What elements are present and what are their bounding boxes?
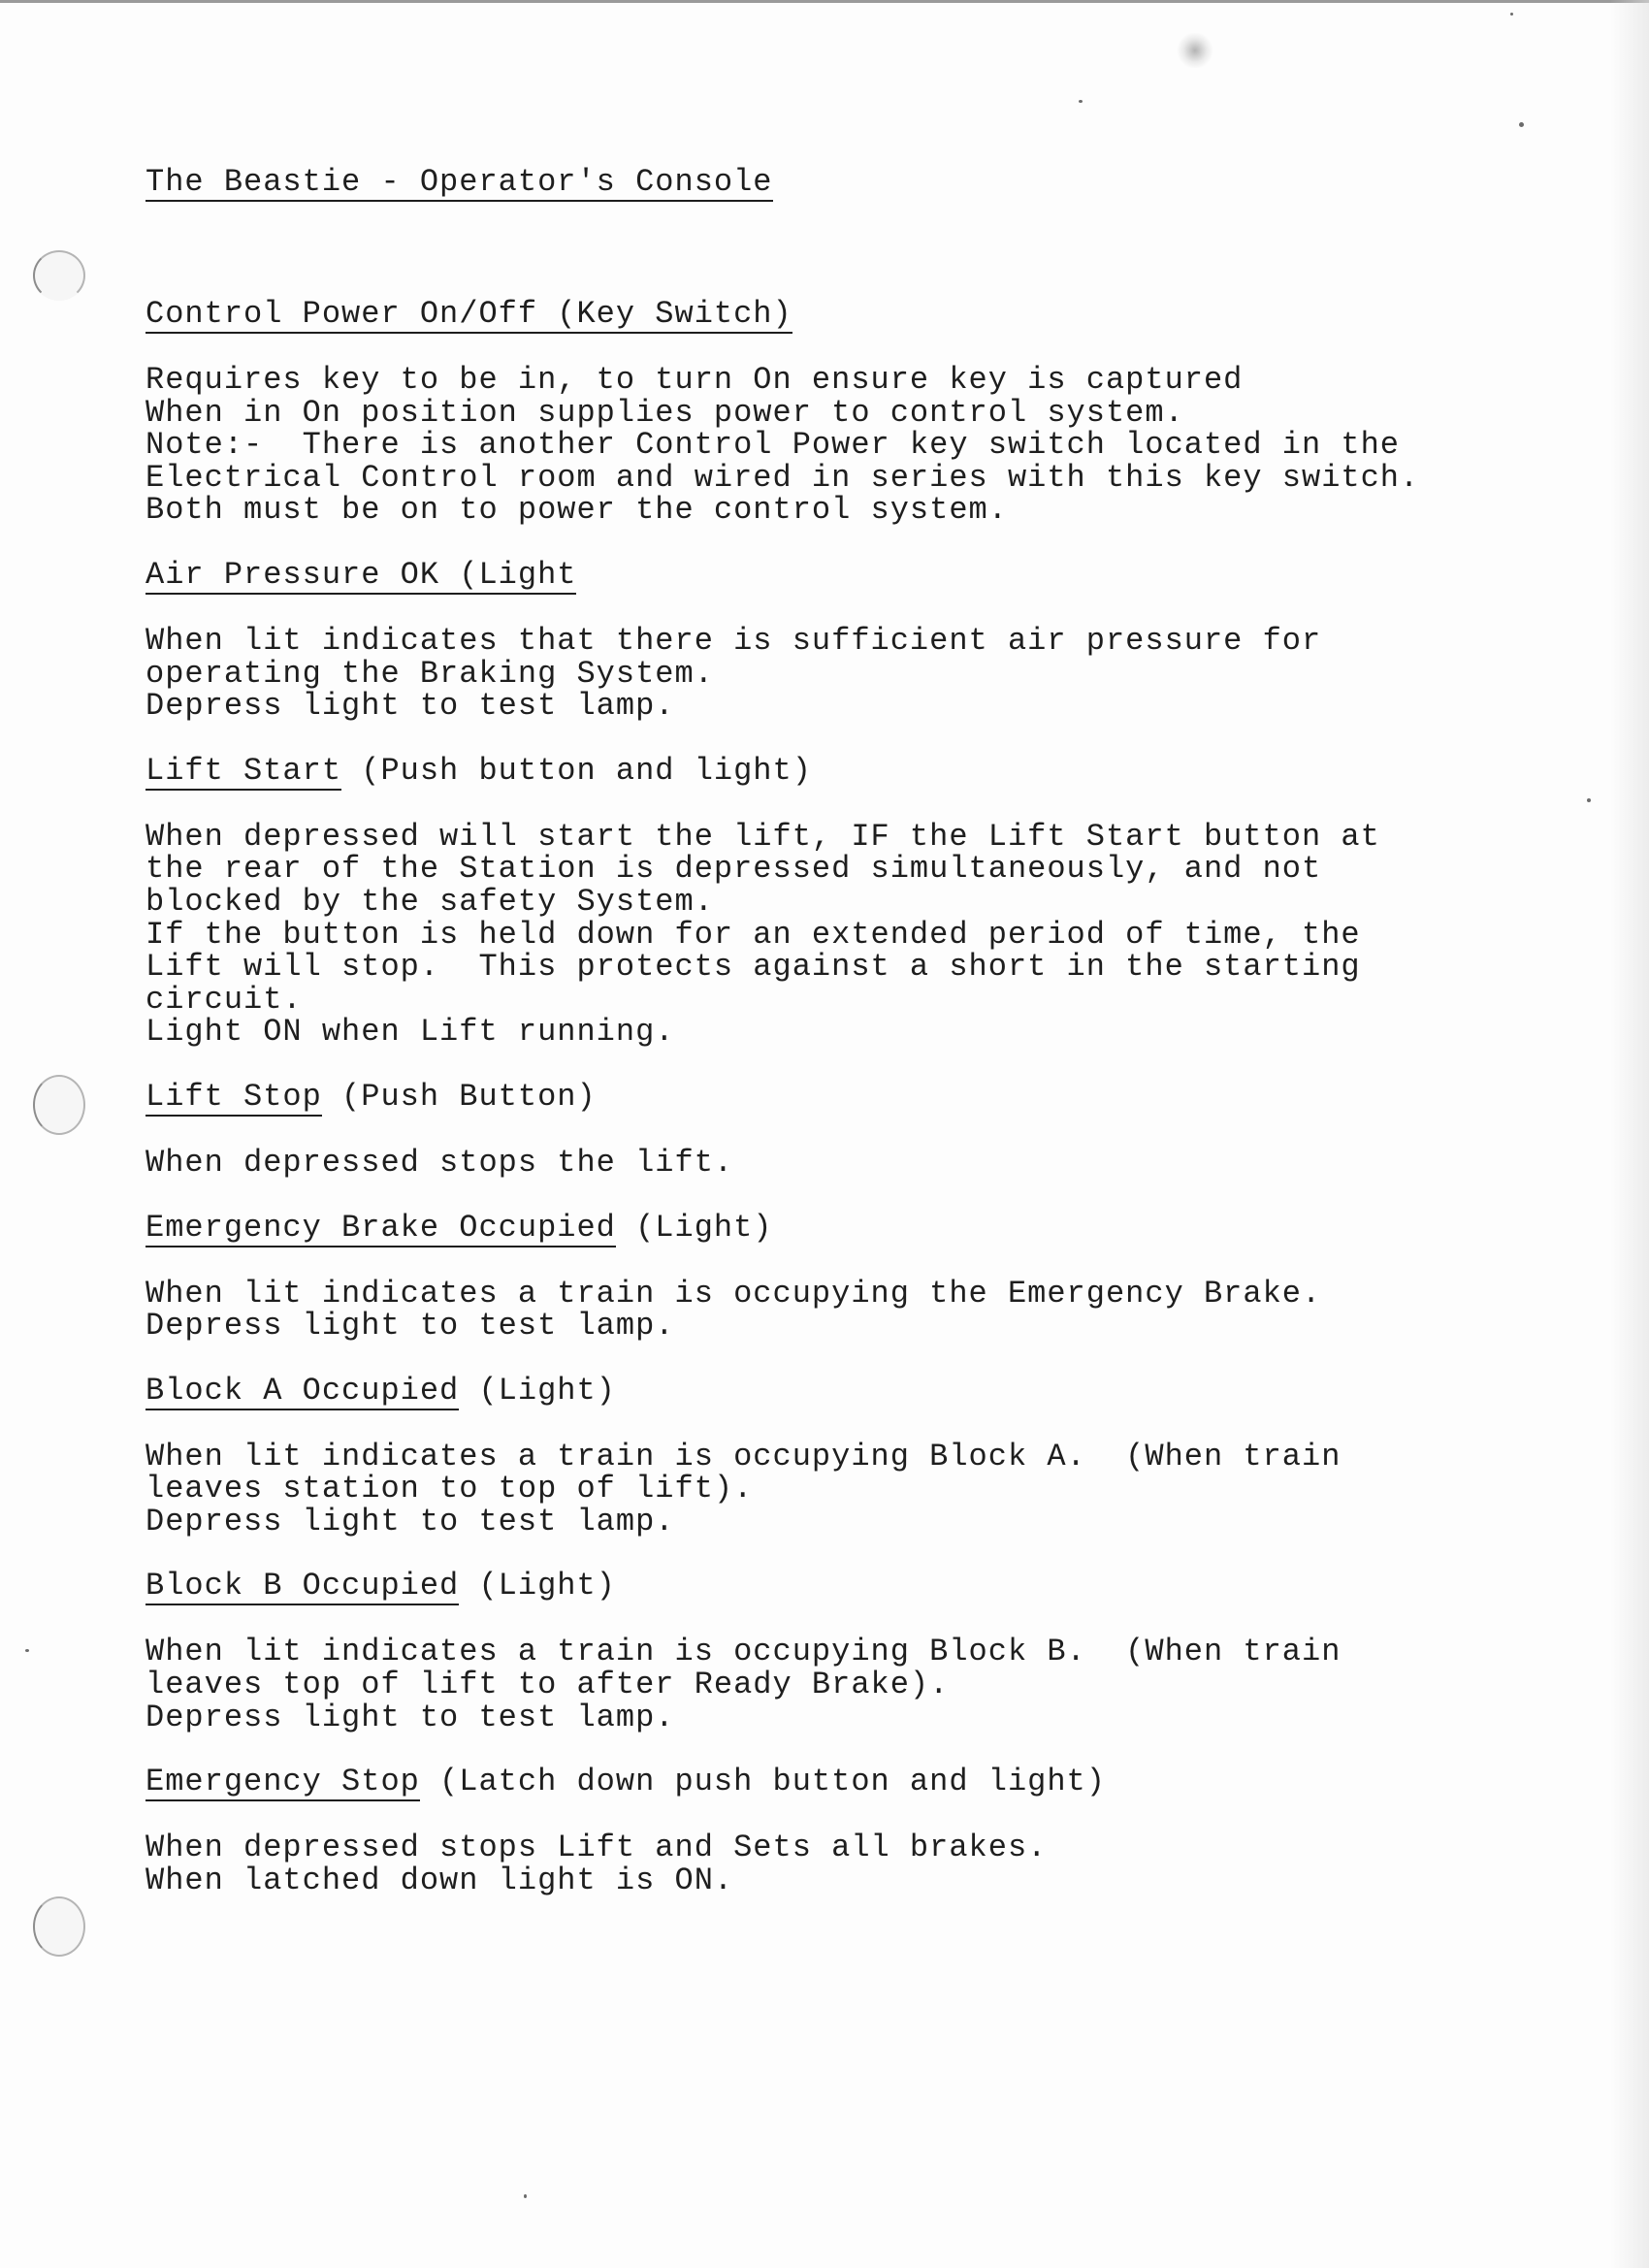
document-title: The Beastie - Operator's Console: [146, 164, 773, 200]
description-line: Electrical Control room and wired in series with this key switch.: [146, 459, 1420, 496]
section-description: [146, 364, 1484, 527]
section-heading-qualifier: (Light): [615, 1209, 773, 1246]
description-line: operating the Braking System.: [146, 655, 714, 692]
section-heading-text: Emergency Stop: [146, 1764, 420, 1800]
description-line: Both must be on to power the control system.: [146, 492, 1008, 529]
document-body: [146, 165, 1484, 1896]
description-line: circuit.: [146, 981, 303, 1018]
scan-speck: [1510, 13, 1513, 16]
description-line: When lit indicates a train is occupying the Emergency Brake.: [146, 1275, 1322, 1312]
scan-speck: [524, 2194, 527, 2198]
section-description: [146, 1275, 1484, 1345]
section-heading: [146, 1080, 1484, 1115]
sections-container: [146, 297, 1484, 1896]
section-heading-text: Block A Occupied: [146, 1372, 460, 1409]
description-line: leaves station to top of lift).: [146, 1471, 754, 1507]
section-heading-text: Lift Start: [146, 752, 342, 789]
description-line: When depressed stops the lift.: [146, 1144, 734, 1181]
section-heading-qualifier: (Light): [459, 1568, 616, 1604]
description-line: the rear of the Station is depressed simultaneously, and not: [146, 851, 1322, 888]
section-description: [146, 1636, 1484, 1733]
punch-hole-middle: [33, 1075, 85, 1135]
description-line: Depress light to test lamp.: [146, 688, 675, 725]
description-line: When depressed stops Lift and Sets all brakes.: [146, 1830, 1048, 1866]
description-line: Depress light to test lamp.: [146, 1308, 675, 1345]
section-heading-qualifier: (Latch down push button and light): [419, 1764, 1106, 1800]
section-heading-text: Control Power On/Off (Key Switch): [146, 296, 792, 332]
section: [146, 1569, 1484, 1733]
section-heading: [146, 558, 1484, 593]
section-heading-text: Air Pressure OK (Light: [146, 556, 577, 593]
section-heading: [146, 1374, 1484, 1409]
section-heading-qualifier: (Light): [459, 1372, 616, 1409]
section-description: [146, 1438, 1484, 1539]
description-line: Depress light to test lamp.: [146, 1699, 675, 1735]
section-description: [146, 1831, 1484, 1896]
section: [146, 558, 1484, 723]
scan-smudge: [1176, 33, 1214, 68]
description-line: Light ON when Lift running.: [146, 1014, 675, 1051]
description-line: When lit indicates a train is occupying Block B. (When train: [146, 1634, 1342, 1670]
section-description: [146, 622, 1484, 725]
section: [146, 754, 1484, 1049]
section: [146, 1080, 1484, 1180]
description-line: When lit indicates that there is sufficient air pressure for: [146, 622, 1322, 659]
description-line: Depress light to test lamp.: [146, 1503, 675, 1539]
description-line: When lit indicates a train is occupying Block A. (When train: [146, 1438, 1342, 1474]
page-right-shadow: [1610, 0, 1649, 2268]
section-heading: [146, 754, 1484, 789]
section-heading-text: Block B Occupied: [146, 1568, 460, 1604]
description-line: Lift will stop. This protects against a short in the starting: [146, 949, 1361, 986]
section-heading-text: Lift Stop: [146, 1078, 322, 1115]
section-heading: [146, 297, 1484, 332]
description-line: blocked by the safety System.: [146, 883, 714, 920]
description-line: leaves top of lift to after Ready Brake).: [146, 1667, 950, 1703]
section-description: [146, 1144, 1484, 1181]
scan-speck: [1079, 100, 1083, 103]
section: [146, 1374, 1484, 1539]
section-heading: [146, 1211, 1484, 1246]
section-heading: [146, 1569, 1484, 1604]
scan-speck: [25, 1649, 29, 1652]
scan-speck: [1519, 122, 1524, 127]
description-line: Requires key to be in, to turn On ensure key is captured: [146, 362, 1244, 398]
description-line: Note:- There is another Control Power key switch located in the: [146, 427, 1400, 464]
punch-hole-top: [33, 250, 85, 301]
description-line: When depressed will start the lift, IF the Lift Start button at: [146, 818, 1380, 855]
section: [146, 297, 1484, 527]
section: [146, 1211, 1484, 1343]
description-line: When in On position supplies power to control system.: [146, 394, 1184, 431]
section-heading-qualifier: (Push button and light): [341, 752, 812, 789]
section-heading: [146, 1765, 1484, 1799]
section-heading-text: Emergency Brake Occupied: [146, 1209, 616, 1246]
section-heading-qualifier: (Push Button): [321, 1078, 597, 1115]
description-line: When latched down light is ON.: [146, 1862, 734, 1898]
page-top-edge: [0, 0, 1649, 3]
punch-hole-bottom: [33, 1896, 85, 1957]
scan-speck: [1587, 798, 1591, 802]
section: [146, 1765, 1484, 1896]
description-line: If the button is held down for an extended period of time, the: [146, 916, 1361, 953]
section-description: [146, 818, 1484, 1051]
